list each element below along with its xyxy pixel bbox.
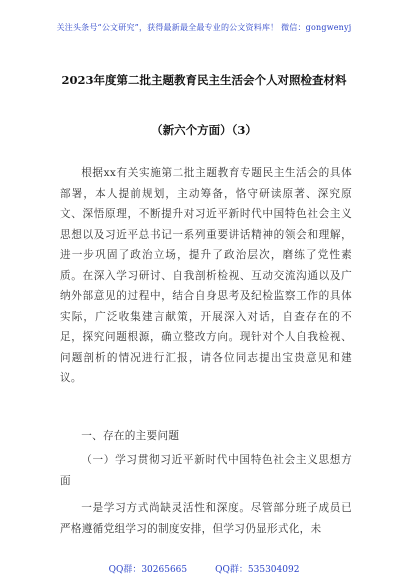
section-heading: 一、存在的主要问题 (81, 430, 180, 442)
footer-qq-left: QQ群：30265665 (108, 565, 188, 575)
intro-paragraph: 根据xx有关实施第二批主题教育专题民主生活会的具体部署，本人提前规划，主动筹备，恪守研读原著、深究原文、深悟原理，不断提升对习近平新时代中国特色社会主义思想以及习近平总书记一系列重要讲话精神的领会和理解，进一步巩固了政治立场，提升了政治层次，磨练了党性素质。在深入学习研讨、自我剖析检视、互动交流沟通以及广纳外部意见的过程中，结合自身思考及纪检监察工作的具体实际，广泛收集建言献策，开展深入对话，自查存在的不足，探究问题根源，确立整改方向。现针对个人自我检视、问题剖析的情况进行汇报，请各位同志提出宝贵意见和建议。 (60, 167, 352, 384)
last-paragraph-block (60, 498, 352, 539)
last-paragraph: 一是学习方式尚缺灵活性和深度。尽管部分班子成员已严格遵循党组学习的制度安排，但学习仍显形式化，未 (60, 502, 352, 535)
promo-banner: 关注头条号“公文研究”，获得最新最全最专业的公文资料库！ 微信：gongwenyj (56, 23, 352, 32)
footer-qq-right: QQ群：535304092 (215, 565, 300, 575)
subsection-heading: （一）学习贯彻习近平新时代中国特色社会主义思想方面 (60, 454, 352, 487)
intro-paragraph-block (60, 163, 352, 389)
footer (0, 562, 408, 575)
document-subtitle: （新六个方面）（3） (151, 123, 257, 137)
document-title: 2023年度第二批主题教育民主生活会个人对照检查材料 (61, 73, 347, 87)
